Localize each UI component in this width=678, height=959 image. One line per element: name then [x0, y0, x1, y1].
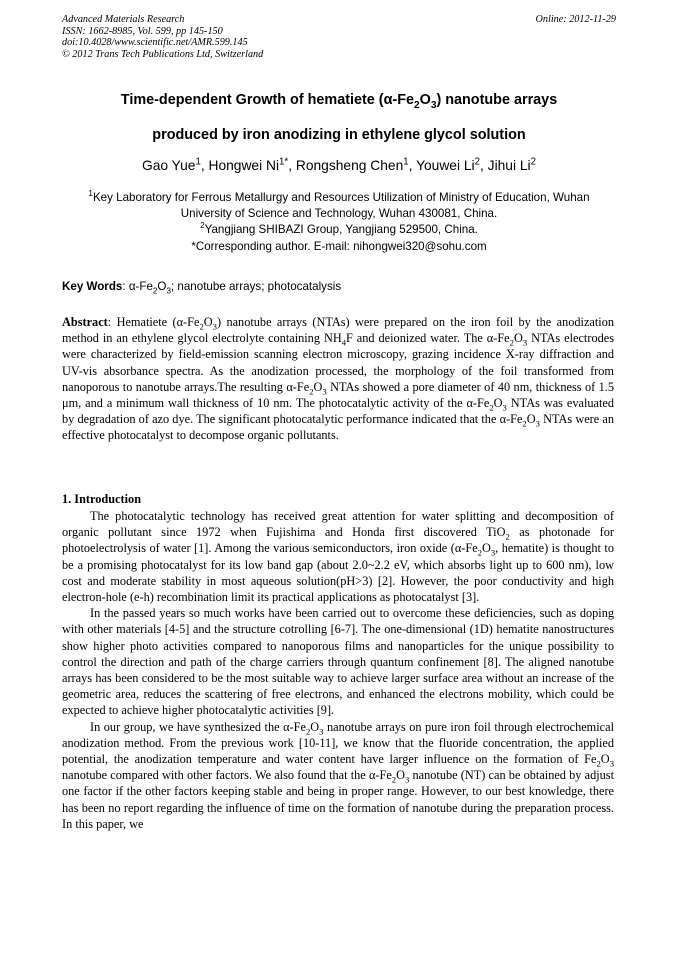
paper-title-line-2: produced by iron anodizing in ethylene glycol solution	[152, 127, 526, 143]
journal-name: Advanced Materials Research	[62, 14, 185, 25]
author: Jihui Li$^2$	[487, 156, 536, 173]
author: Gao Yue$^1$,	[141, 156, 209, 173]
affiliations	[62, 190, 616, 255]
affiliation-2: $^2$Yangjiang SHIBAZI Group, Yangjiang 529500, China.	[200, 221, 478, 237]
corresponding-author: *Corresponding author. E-mail: nihongwei320@sohu.com	[191, 239, 487, 253]
author: Rongsheng Chen$^1$,	[295, 156, 417, 173]
keywords: Key Words: $\alpha-Fe_2O_3$; nanotube arrays; photocatalysis	[62, 280, 342, 296]
issn-line: ISSN: 1662-8985, Vol. 599, pp 145-150	[62, 25, 223, 37]
abstract-label: Abstract	[62, 315, 108, 329]
introduction-body	[62, 508, 614, 832]
copyright-line: © 2012 Trans Tech Publications Ltd, Switzerland	[62, 48, 264, 60]
affiliation-1-cont: University of Science and Technology, Wuhan 430081, China.	[180, 207, 498, 221]
author: Hongwei $Ni^{1*}$,	[208, 156, 296, 173]
paragraph: In our group, we have synthesized the $\alpha-Fe_2O_3$ nanotube arrays on pure iron foil through electrochemical anodization method. From the previous work [10-11], we know that the fluoride concentration, the applied potential, the anodization temperature and water content have larger influence on the formation of $Fe_2O_3$ nanotube compared with other factors. We also found that the $\alpha-Fe_2O_3$ nanotube (NT) can be obtained by adjust one factor if the other factors keeping stable and being in proper range. However, to our best knowledge, there has been no report regarding the influence of time on the formation of nanotube during the preparation process. In this paper, we	[62, 719, 615, 831]
section-heading-introduction: 1. Introduction	[62, 492, 142, 506]
paper-title-line-1: Time-dependent Growth of hematiete $(\alpha-Fe_2O_3)$ nanotube arrays	[120, 92, 558, 111]
keywords-label: Key Words	[62, 280, 123, 293]
online-date: Online: 2012-11-29	[535, 14, 616, 25]
affiliation-1: $^1$Key Laboratory for Ferrous Metallurgy and Resources Utilization of Ministry of Education, Wuhan	[88, 189, 590, 204]
author-list	[62, 157, 616, 175]
author: Youwei Li$^2$,	[416, 156, 488, 173]
abstract-text: Abstract: Hematiete $(\alpha-Fe_2O_3)$ nanotube arrays (NTAs) were prepared on the iron foil by the anodization method in an ethylene glycol electrolyte containing $NH_4F$ and deionized water. The $\alpha-Fe_2O_3$ NTAs electrodes were characterized by field-emission scanning electron microscopy, grazing incidence X-ray diffraction and UV-vis absorbance spectra. As the anodization processed, the morphology of the foil transformed from nanoporous to nanotube arrays.The resulting $\alpha-Fe_2O_3$ NTAs showed a pore diameter of 40 nm, thickness of 1.5 μm, and a minimum wall thickness of 10 nm. The photocatalytic activity of the $\alpha-Fe_2O_3$ NTAs was evaluated by degradation of azo dye. The significant photocatalytic performance indicated that the $\alpha-Fe_2O_3$ NTAs were an effective photocatalyst to decompose organic pollutants.	[62, 315, 615, 443]
doi-line[interactable]: doi:10.4028/www.scientific.net/AMR.599.145	[62, 37, 248, 49]
journal-header	[62, 14, 616, 60]
paragraph: The photocatalytic technology has received great attention for water splitting and decomposition of organic pollutant since 1972 when Fujishima and Honda first discovered TiO$_2$ as photonade for photoelectrolysis of water [1]. Among the various semiconductors, iron oxide ($\alpha-Fe_2O_3$, hematite) is thought to be a promising photocatalyst for its low band gap (about 2.0~2.2 eV, which absorbs light up to 600 nm), low cost and moderate stability in most aqueous solution(pH>3) [2]. However, the poor conductivity and high electron-hole (e-h) recombination limit its practical applications as photocatalyst [3].	[62, 509, 614, 605]
paragraph: In the passed years so much works have been carried out to overcome these deficiencies, such as doping with other materials [4-5] and the structure cotrolling [6-7]. The one-dimensional (1D) hematite nanostructures show higher photo activities compared to nanoporous films and nanoparticles for the unique possibility to control the direction and path of the charge carriers through quantum confinement [8]. The aligned nanotube arrays has been considered to be the most suitable way to achieve larger surface area without an increase of the geometric area, reduces the scattering of free electrons, and enhanced the electrons mobility, which could be expected to achieve higher photocatalytic activities [9].	[62, 606, 614, 718]
abstract	[62, 314, 614, 444]
